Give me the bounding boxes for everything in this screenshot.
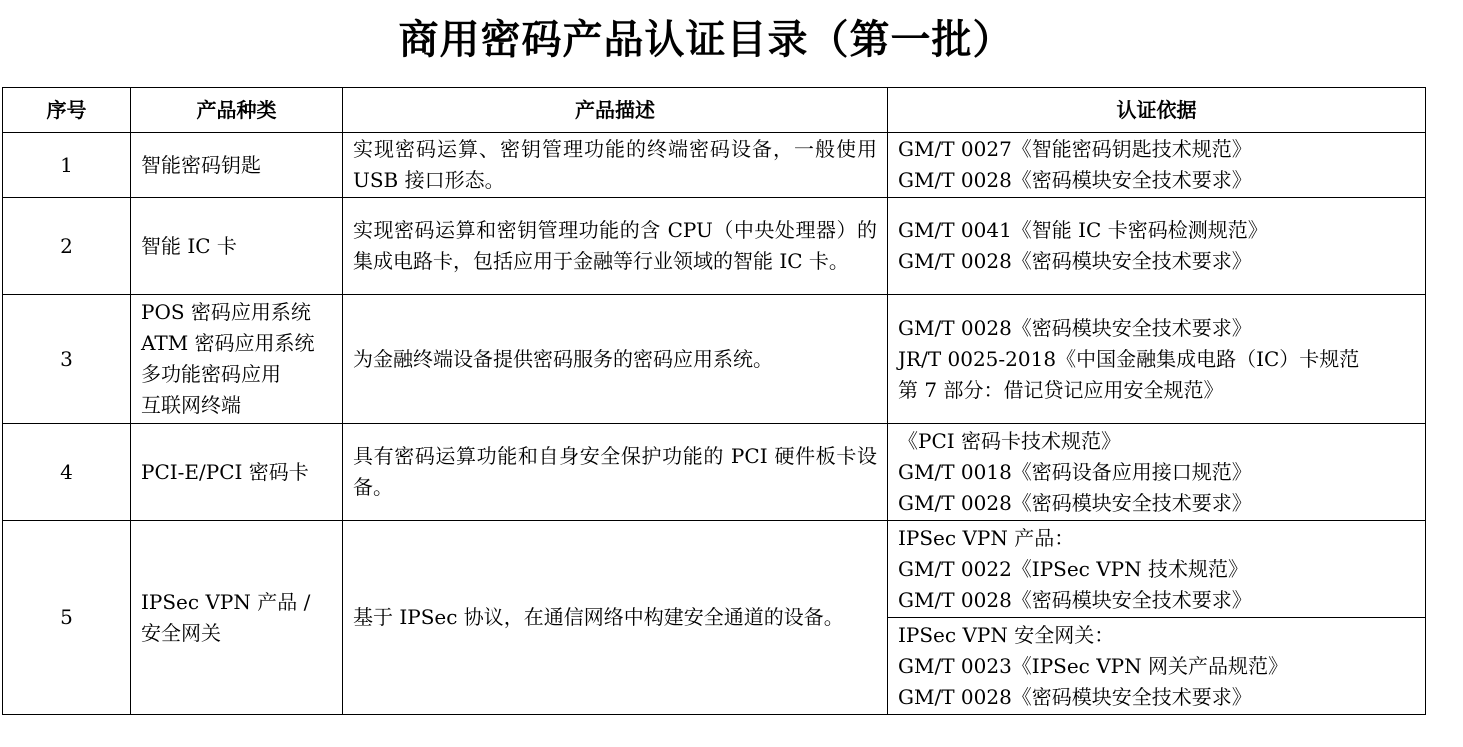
basis-line: IPSec VPN 安全网关： (898, 622, 1115, 647)
product-type-line: 智能 IC 卡 (141, 233, 237, 258)
basis-line: GM/T 0041《智能 IC 卡密码检测规范》 (898, 218, 1268, 242)
product-type (131, 198, 343, 295)
row-number: 4 (3, 424, 131, 521)
row-number: 2 (3, 198, 131, 295)
header-product-type: 产品种类 (131, 88, 343, 133)
basis-line: GM/T 0023《IPSec VPN 网关产品规范》 (898, 653, 1288, 678)
description-text: 实现密码运算、密钥管理功能的终端密码设备，一般使用 USB 接口形态。 (353, 137, 877, 192)
basis-line: GM/T 0028《密码模块安全技术要求》 (898, 315, 1252, 340)
product-type-line: ATM 密码应用系统 (141, 331, 315, 355)
certification-basis-vpn-gateway (888, 618, 1426, 715)
certification-basis (888, 424, 1426, 521)
product-type (131, 295, 343, 424)
table-row (3, 198, 1426, 295)
product-description (343, 133, 888, 198)
certification-basis (888, 198, 1426, 295)
header-serial: 序号 (3, 88, 131, 133)
row-number: 1 (3, 133, 131, 198)
basis-line: GM/T 0022《IPSec VPN 技术规范》 (898, 556, 1248, 581)
product-description (343, 198, 888, 295)
table-row (3, 424, 1426, 521)
header-product-description: 产品描述 (343, 88, 888, 133)
product-description (343, 295, 888, 424)
product-type (131, 133, 343, 198)
product-type (131, 521, 343, 715)
product-type-line: 安全网关 (141, 620, 221, 645)
product-type-line: IPSec VPN 产品 / (141, 589, 311, 614)
product-description (343, 521, 888, 715)
basis-line: 第 7 部分：借记贷记应用安全规范》 (898, 377, 1224, 402)
basis-line: 《PCI 密码卡技术规范》 (898, 428, 1122, 453)
table-row (3, 521, 1426, 618)
row-number: 3 (3, 295, 131, 424)
basis-line: GM/T 0027《智能密码钥匙技术规范》 (898, 137, 1252, 161)
certification-basis-vpn-product (888, 521, 1426, 618)
basis-line: GM/T 0028《密码模块安全技术要求》 (898, 490, 1252, 515)
basis-line: GM/T 0028《密码模块安全技术要求》 (898, 249, 1252, 273)
table-header-row (3, 88, 1426, 133)
table-row (3, 295, 1426, 424)
catalog-table (2, 87, 1426, 715)
product-type-line: PCI-E/PCI 密码卡 (141, 459, 309, 484)
product-type-line: 智能密码钥匙 (141, 152, 261, 177)
description-text: 基于 IPSec 协议，在通信网络中构建安全通道的设备。 (353, 605, 844, 629)
description-text: 为金融终端设备提供密码服务的密码应用系统。 (353, 346, 773, 371)
page-title: 商用密码产品认证目录（第一批） (398, 16, 1014, 63)
product-type-line: 互联网终端 (141, 393, 241, 417)
table-row (3, 133, 1426, 198)
certification-basis (888, 133, 1426, 198)
product-type-line: POS 密码应用系统 (141, 300, 311, 324)
description-text: 实现密码运算和密钥管理功能的含 CPU（中央处理器）的集成电路卡，包括应用于金融等行业领域的智能 IC 卡。 (353, 218, 877, 273)
product-type-line: 多功能密码应用 (141, 362, 281, 386)
basis-line: GM/T 0028《密码模块安全技术要求》 (898, 684, 1252, 709)
basis-line: JR/T 0025-2018《中国金融集成电路（IC）卡规范 (898, 346, 1360, 371)
certification-basis (888, 295, 1426, 424)
basis-line: GM/T 0018《密码设备应用接口规范》 (898, 459, 1252, 484)
header-certification-basis: 认证依据 (888, 88, 1426, 133)
product-type (131, 424, 343, 521)
product-description (343, 424, 888, 521)
description-text: 具有密码运算功能和自身安全保护功能的 PCI 硬件板卡设备。 (353, 444, 877, 499)
basis-line: IPSec VPN 产品： (898, 525, 1075, 550)
basis-line: GM/T 0028《密码模块安全技术要求》 (898, 168, 1252, 192)
row-number: 5 (3, 521, 131, 715)
basis-line: GM/T 0028《密码模块安全技术要求》 (898, 587, 1252, 612)
